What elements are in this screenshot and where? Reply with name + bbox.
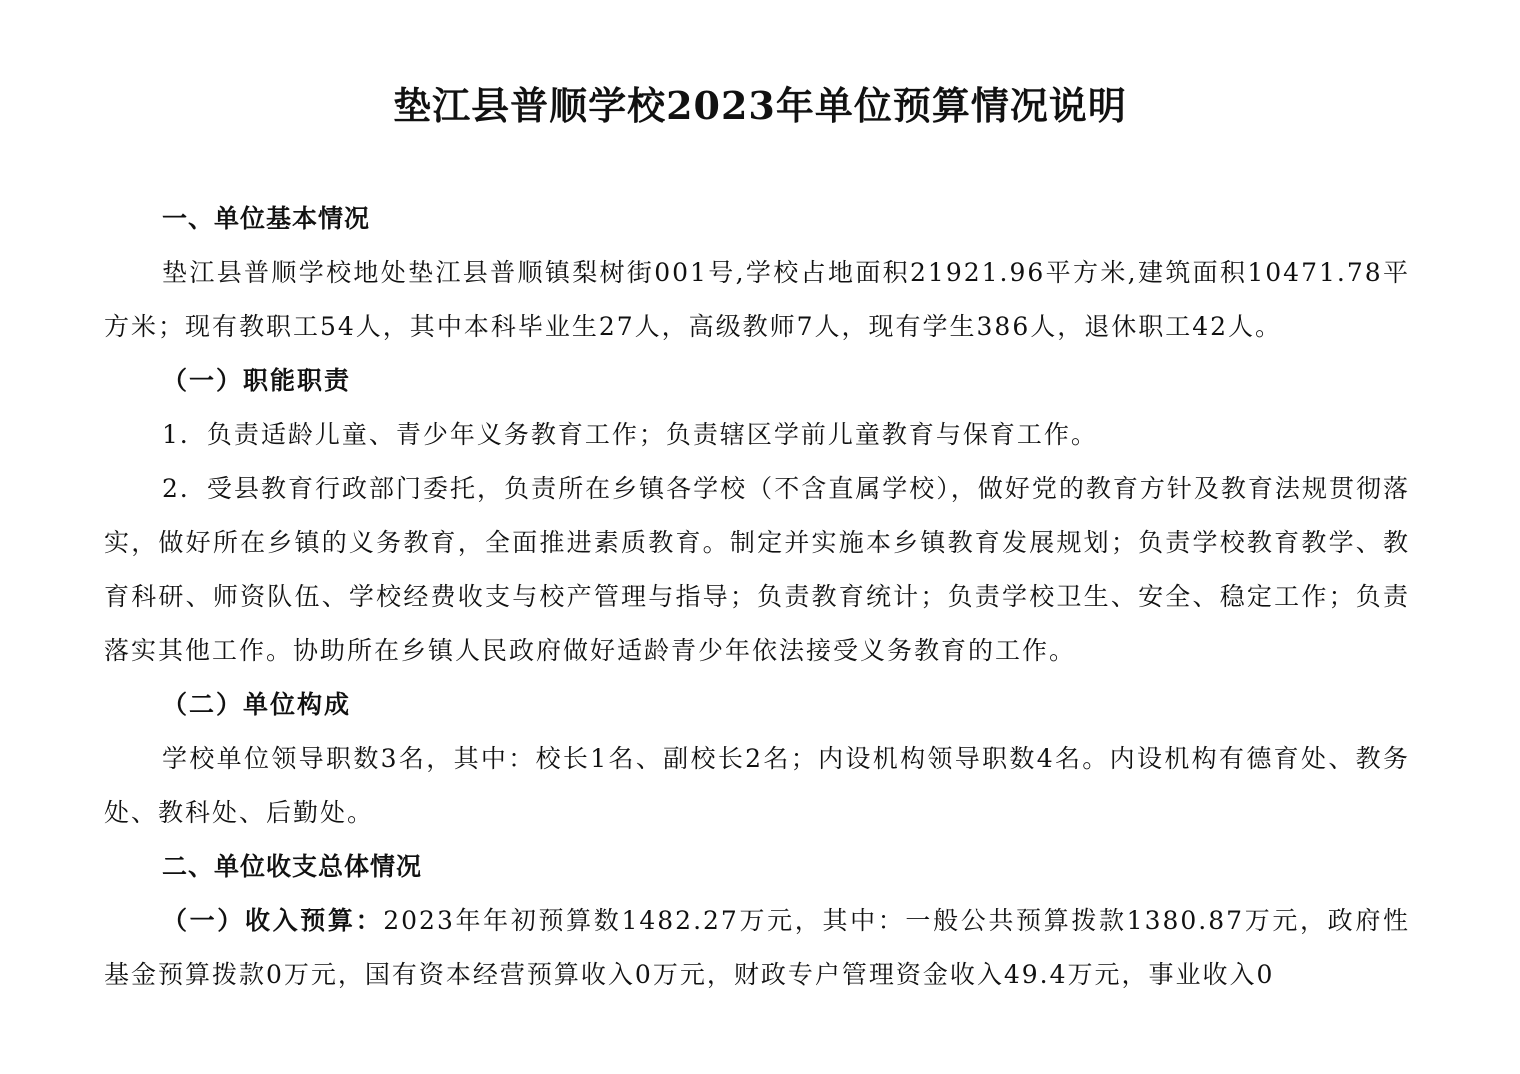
duty-item-2: 2．受县教育行政部门委托，负责所在乡镇各学校（不含直属学校），做好党的教育方针及教育法规贯彻落实，做好所在乡镇的义务教育，全面推进素质教育。制定并实施本乡镇教育发展规划；负责学校教育教学、教育科研、师资队伍、学校经费收支与校产管理与指导；负责教育统计；负责学校卫生、安全、稳定工作；负责落实其他工作。协助所在乡镇人民政府做好适龄青少年依法接受义务教育的工作。 xyxy=(104,474,1410,665)
income-budget-text: 2023年年初预算数1482.27万元，其中：一般公共预算拨款1380.87万元，政府性基金预算拨款0万元，国有资本经营预算收入0万元，财政专户管理资金收入49.4万元，事业收入0 xyxy=(104,906,1410,989)
document-title: 垫江县普顺学校2023年单位预算情况说明 xyxy=(393,83,1127,128)
paragraph-composition: 学校单位领导职数3名，其中：校长1名、副校长2名；内设机构领导职数4名。内设机构有德育处、教务处、教科处、后勤处。 xyxy=(104,744,1410,827)
subsection-heading-composition: （二）单位构成 xyxy=(162,690,352,719)
document-body xyxy=(104,192,1410,1002)
paragraph-income-budget xyxy=(104,894,1410,1002)
section-heading-basic-info: 一、单位基本情况 xyxy=(162,204,371,233)
section-heading-budget-overview: 二、单位收支总体情况 xyxy=(162,852,423,881)
subsection-heading-duties: （一）职能职责 xyxy=(162,366,352,395)
income-budget-label: （一）收入预算： xyxy=(162,906,384,935)
duty-item-1: 1．负责适龄儿童、青少年义务教育工作；负责辖区学前儿童教育与保育工作。 xyxy=(162,420,1098,449)
paragraph-school-overview: 垫江县普顺学校地处垫江县普顺镇梨树街001号,学校占地面积21921.96平方米,建筑面积10471.78平方米；现有教职工54人，其中本科毕业生27人，高级教师7人，现有学生386人，退休职工42人。 xyxy=(104,258,1410,341)
